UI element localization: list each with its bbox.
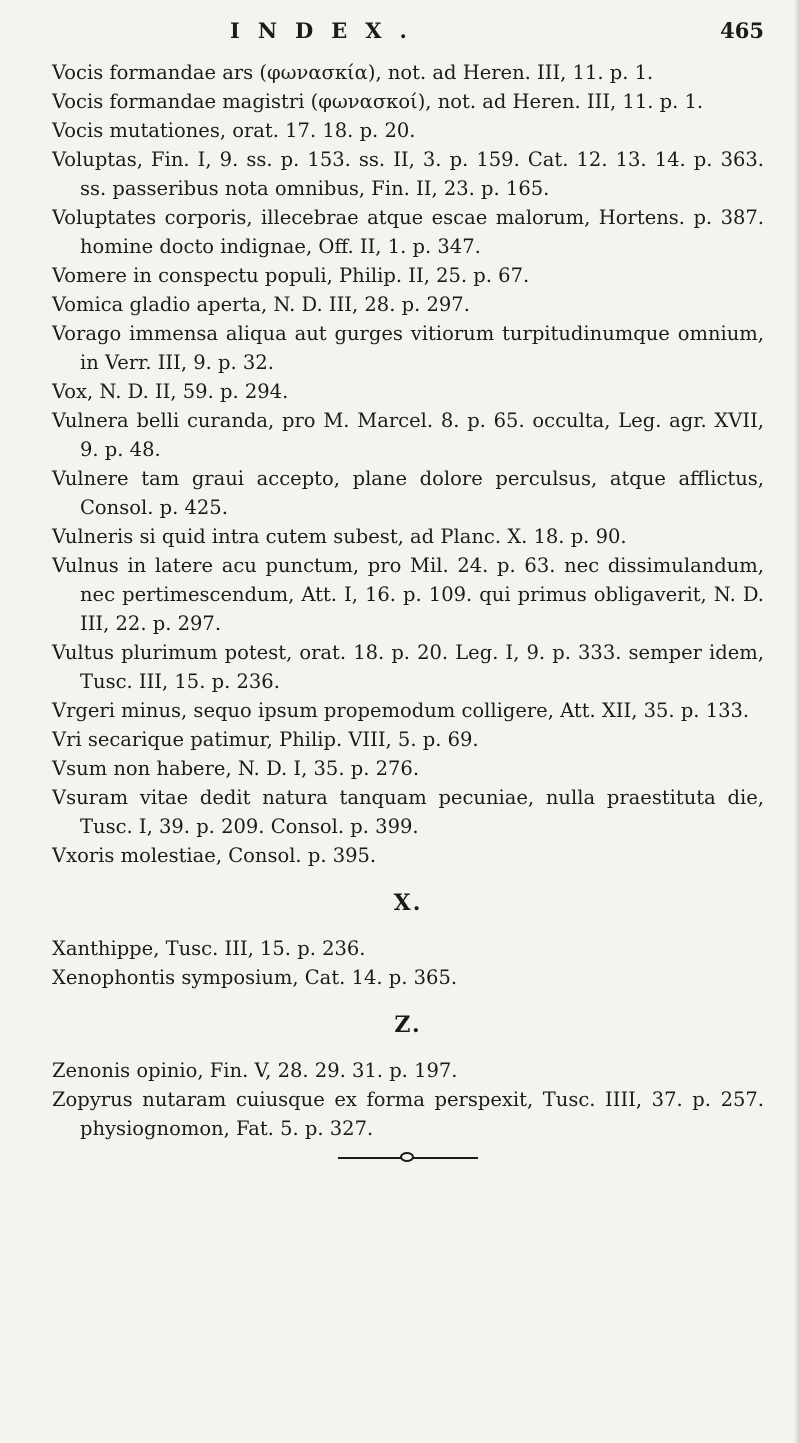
index-page — [52, 18, 764, 1165]
index-entry: Xenophontis symposium, Cat. 14. p. 365. — [52, 966, 458, 989]
index-entry: Vox, N. D. II, 59. p. 294. — [52, 380, 289, 403]
end-ornament-rule — [338, 1151, 478, 1165]
index-entry: Zopyrus nutaram cuiusque ex forma perspexit, Tusc. IIII, 37. p. 257. physiognomon, Fat. 5. p. 327. — [52, 1088, 764, 1140]
index-entry: Vulneris si quid intra cutem subest, ad Planc. X. 18. p. 90. — [52, 525, 627, 548]
index-entry: Vsuram vitae dedit natura tanquam pecuniae, nulla praestituta die, Tusc. I, 39. p. 209. Consol. p. 399. — [52, 786, 764, 838]
index-entry: Vocis mutationes, orat. 17. 18. p. 20. — [52, 119, 416, 142]
page-edge-shadow — [794, 0, 800, 1443]
index-entry: Vulnera belli curanda, pro M. Marcel. 8. p. 65. occulta, Leg. agr. XVII, 9. p. 48. — [52, 409, 764, 461]
index-entry: Vrgeri minus, sequo ipsum propemodum colligere, Att. XII, 35. p. 133. — [52, 699, 750, 722]
index-entry: Vulnere tam graui accepto, plane dolore perculsus, atque afflictus, Consol. p. 425. — [52, 467, 764, 519]
running-head — [52, 18, 764, 58]
index-entry: Vsum non habere, N. D. I, 35. p. 276. — [52, 757, 420, 780]
index-entry: Vomica gladio aperta, N. D. III, 28. p. 297. — [52, 293, 470, 316]
index-entry: Xanthippe, Tusc. III, 15. p. 236. — [52, 937, 366, 960]
section-heading-z: Z. — [394, 1012, 422, 1038]
entries-x — [52, 934, 764, 992]
index-entry: Zenonis opinio, Fin. V, 28. 29. 31. p. 197. — [52, 1059, 458, 1082]
index-entry: Vocis formandae magistri (φωνασκοί), not. ad Heren. III, 11. p. 1. — [52, 90, 704, 113]
index-entry: Voluptates corporis, illecebrae atque escae malorum, Hortens. p. 387. homine docto indignae, Off. II, 1. p. 347. — [52, 206, 764, 258]
running-head-title: INDEX. — [230, 18, 425, 43]
index-entry: Vxoris molestiae, Consol. p. 395. — [52, 844, 377, 867]
index-entry: Vocis formandae ars (φωνασκία), not. ad Heren. III, 11. p. 1. — [52, 61, 654, 84]
index-entry: Vultus plurimum potest, orat. 18. p. 20. Leg. I, 9. p. 333. semper idem, Tusc. III, 15. p. 236. — [52, 641, 764, 693]
index-entry: Vomere in conspectu populi, Philip. II, 25. p. 67. — [52, 264, 530, 287]
ornament-icon — [400, 1152, 414, 1162]
index-entry: Voluptas, Fin. I, 9. ss. p. 153. ss. II, 3. p. 159. Cat. 12. 13. 14. p. 363. ss. passeribus nota omnibus, Fin. II, 23. p. 165. — [52, 148, 764, 200]
entries-z — [52, 1056, 764, 1143]
section-heading-x: X. — [393, 890, 423, 916]
index-entry: Vorago immensa aliqua aut gurges vitiorum turpitudinumque omnium, in Verr. III, 9. p. 32. — [52, 322, 764, 374]
index-entry: Vri secarique patimur, Philip. VIII, 5. p. 69. — [52, 728, 479, 751]
page-number: 465 — [720, 18, 764, 43]
entries-v — [52, 58, 764, 870]
index-entry: Vulnus in latere acu punctum, pro Mil. 24. p. 63. nec dissimulandum, nec pertimescendum, Att. I, 16. p. 109. qui primus obligaverit, N. D. III, 22. p. 297. — [52, 554, 764, 635]
